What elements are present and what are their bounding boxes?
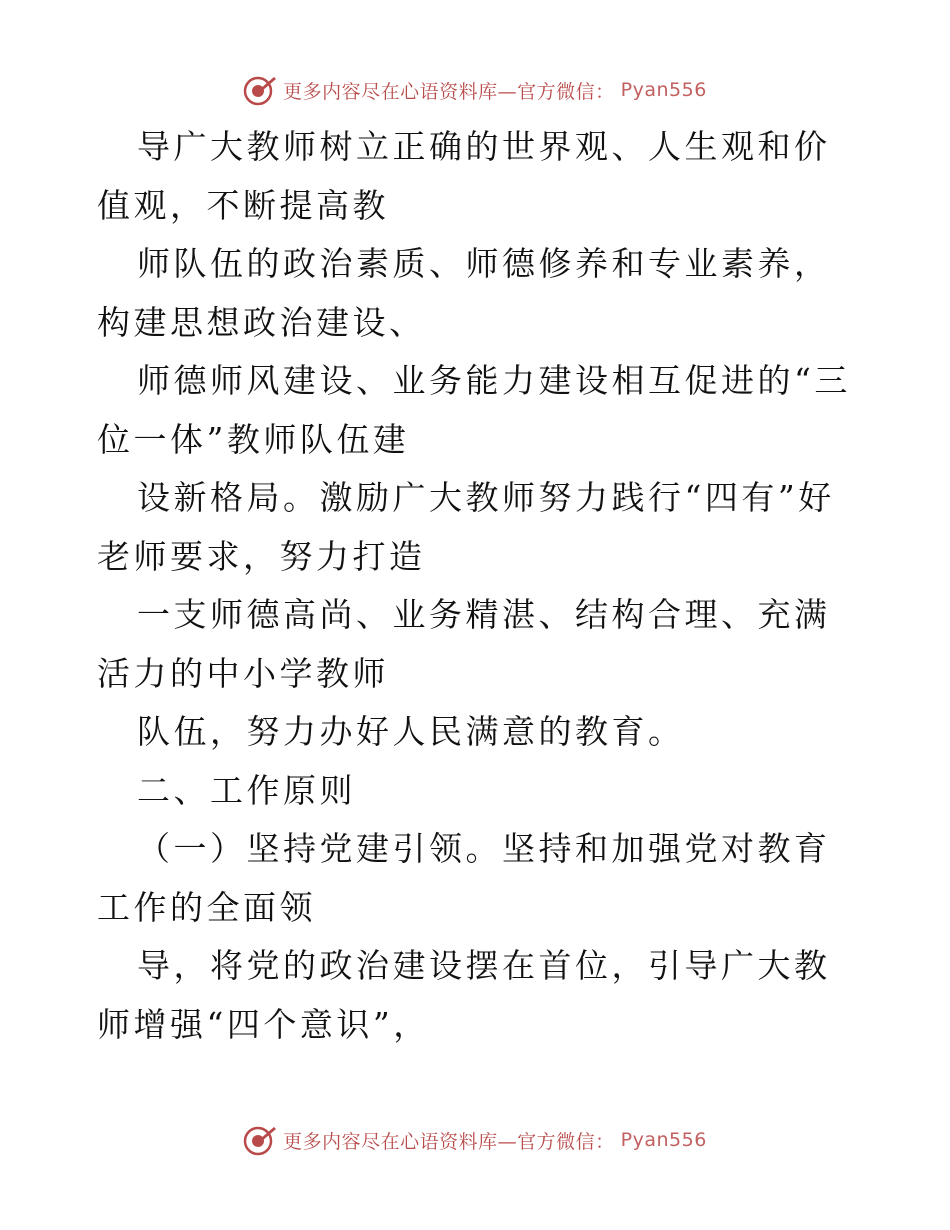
paragraph: 设新格局。激励广大教师努力践行“四有”好老师要求，努力打造	[97, 478, 835, 576]
section-heading: 二、工作原则	[137, 770, 356, 810]
watermark-text: 更多内容尽在心语资料库—官方微信：	[283, 80, 615, 103]
watermark-id: Pyan556	[620, 1129, 707, 1151]
paragraph: 师队伍的政治素质、师德修养和专业素养，构建思想政治建设、	[97, 244, 831, 342]
paragraph: 师德师风建设、业务能力建设相互促进的“三位一体”教师队伍建	[97, 361, 851, 459]
pen-logo-icon	[243, 73, 277, 107]
footer-watermark	[0, 1120, 950, 1160]
paragraph: 导，将党的政治建设摆在首位，引导广大教师增强“四个意识”，	[97, 946, 831, 1044]
watermark-id: Pyan556	[620, 79, 707, 101]
watermark-text: 更多内容尽在心语资料库—官方微信：	[283, 1130, 615, 1153]
document-body	[97, 118, 857, 1054]
paragraph: 队伍，努力办好人民满意的教育。	[137, 712, 685, 751]
paragraph: （一）坚持党建引领。坚持和加强党对教育工作的全面领	[97, 829, 831, 927]
paragraph: 导广大教师树立正确的世界观、人生观和价值观，不断提高教	[97, 127, 831, 225]
header-watermark	[0, 70, 950, 110]
paragraph: 一支师德高尚、业务精湛、结构合理、充满活力的中小学教师	[97, 595, 831, 693]
pen-logo-icon	[243, 1123, 277, 1157]
